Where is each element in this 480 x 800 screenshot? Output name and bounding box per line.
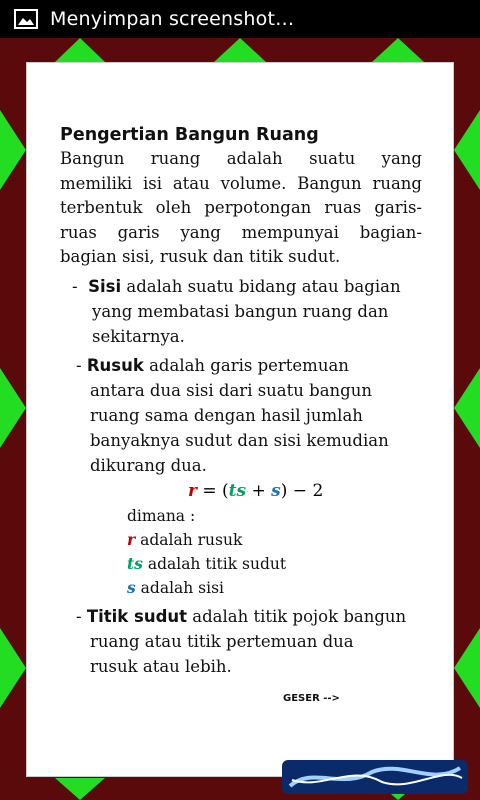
intro-line: ruas garis yang mempunyai bagian-: [60, 222, 422, 242]
formula: [188, 478, 422, 504]
term-rusuk: Rusuk: [86, 355, 144, 375]
def-r: [127, 528, 422, 552]
definitions: [127, 504, 422, 600]
status-title: Menyimpan screenshot…: [50, 8, 295, 30]
item-line: banyaknya sudut dan sisi kemudian: [90, 430, 389, 450]
def-s-symbol: s: [127, 577, 136, 597]
item-line: ruang atau titik pertemuan dua: [90, 631, 354, 651]
term-sisi: Sisi: [88, 276, 122, 296]
formula-s: s: [271, 480, 281, 501]
intro-line: Bangun ruang adalah suatu yang: [60, 149, 422, 168]
formula-two: 2: [312, 480, 324, 501]
item-line: rusuk atau lebih.: [90, 656, 232, 676]
item-line: sekitarnya.: [92, 326, 185, 346]
content-card: [26, 62, 454, 777]
content-body: [60, 123, 422, 679]
dimana-label: dimana :: [127, 506, 196, 525]
item-line: adalah garis pertemuan: [149, 355, 349, 375]
def-ts-symbol: ts: [127, 553, 143, 573]
formula-open: (: [222, 480, 229, 501]
image-icon: [14, 9, 38, 29]
page-title: Pengertian Bangun Ruang: [60, 125, 319, 145]
intro-line: bagian sisi, rusuk dan titik sudut.: [60, 247, 341, 266]
bullet-dash: -: [76, 606, 87, 626]
def-ts-text: adalah titik sudut: [147, 554, 287, 573]
def-s: [127, 576, 422, 600]
status-bar: [0, 0, 480, 38]
formula-plus: +: [251, 480, 266, 501]
formula-minus: −: [292, 480, 308, 501]
next-button[interactable]: GESER -->: [283, 693, 340, 704]
intro-line: terbentuk oleh perpotongan ruas garis-: [60, 198, 422, 217]
def-ts: [127, 552, 422, 576]
item-line: adalah suatu bidang atau bagian: [126, 276, 401, 296]
bullet-dash: -: [76, 355, 87, 375]
list-item-rusuk: [76, 353, 422, 478]
def-r-text: adalah rusuk: [140, 530, 243, 549]
def-r-symbol: r: [127, 529, 136, 549]
formula-r: r: [188, 480, 197, 501]
formula-eq: =: [202, 480, 217, 501]
logo-graphic: [282, 756, 468, 796]
term-titik-sudut: Titik sudut: [86, 606, 188, 626]
list-item-titik-sudut: [76, 604, 422, 679]
intro-paragraph: [60, 147, 422, 270]
item-line: dikurang dua.: [90, 455, 207, 475]
def-s-text: adalah sisi: [140, 578, 225, 597]
formula-ts: ts: [228, 480, 247, 501]
list-item-sisi: [72, 274, 422, 349]
item-line: yang membatasi bangun ruang dan: [92, 301, 389, 321]
formula-close: ): [280, 480, 288, 501]
bullet-dash: -: [72, 276, 83, 296]
item-line: ruang sama dengan hasil jumlah: [90, 405, 363, 425]
item-line: antara dua sisi dari suatu bangun: [90, 380, 372, 400]
intro-line: memiliki isi atau volume. Bangun ruang: [60, 173, 422, 193]
item-line: adalah titik pojok bangun: [192, 606, 407, 626]
